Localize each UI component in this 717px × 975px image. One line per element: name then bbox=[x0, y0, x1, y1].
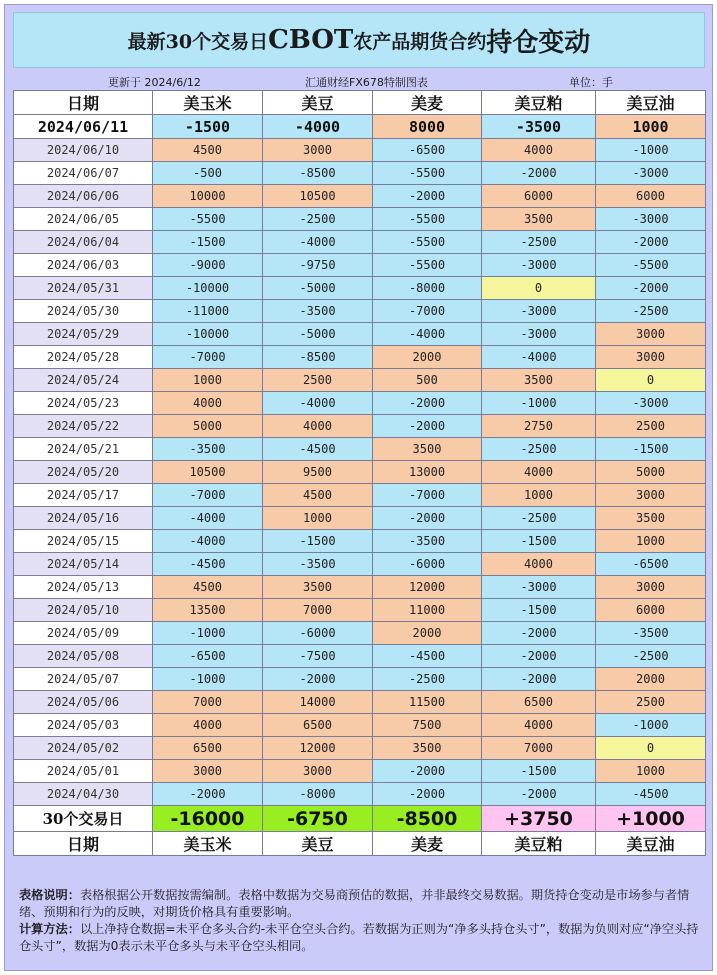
table-row bbox=[14, 507, 706, 530]
value-cell: -9000 bbox=[153, 254, 263, 277]
row-date: 2024/05/09 bbox=[14, 622, 153, 645]
title-part-1: 最新30个交易日 bbox=[127, 30, 269, 53]
value-cell: 3500 bbox=[373, 737, 482, 760]
row-date: 2024/05/31 bbox=[14, 277, 153, 300]
value-cell: 6500 bbox=[153, 737, 263, 760]
header-row bbox=[14, 91, 706, 115]
value-cell: 5000 bbox=[596, 461, 706, 484]
value-cell: -2500 bbox=[482, 231, 596, 254]
value-cell: 2500 bbox=[596, 415, 706, 438]
table-row bbox=[14, 691, 706, 714]
total-value-cell: +1000 bbox=[596, 806, 706, 832]
row-date: 2024/04/30 bbox=[14, 783, 153, 806]
row-date: 2024/06/03 bbox=[14, 254, 153, 277]
value-cell: 3000 bbox=[263, 139, 373, 162]
value-cell: 12000 bbox=[263, 737, 373, 760]
value-cell: -2000 bbox=[482, 783, 596, 806]
value-cell: -2000 bbox=[596, 231, 706, 254]
row-date: 2024/06/04 bbox=[14, 231, 153, 254]
value-cell: -2000 bbox=[482, 622, 596, 645]
value-cell: 3500 bbox=[373, 438, 482, 461]
value-cell: 7500 bbox=[373, 714, 482, 737]
value-cell: -3500 bbox=[153, 438, 263, 461]
value-cell: -5500 bbox=[153, 208, 263, 231]
row-date: 2024/05/30 bbox=[14, 300, 153, 323]
value-cell: 9500 bbox=[263, 461, 373, 484]
value-cell: 3500 bbox=[482, 369, 596, 392]
total-value-cell: +3750 bbox=[482, 806, 596, 832]
value-cell: -3000 bbox=[596, 208, 706, 231]
value-cell: -7000 bbox=[373, 484, 482, 507]
value-cell: -6500 bbox=[596, 553, 706, 576]
value-cell: 4500 bbox=[153, 576, 263, 599]
latest-value-cell: -1500 bbox=[153, 115, 263, 139]
footer-column-label: 日期 bbox=[14, 832, 153, 856]
value-cell: 500 bbox=[373, 369, 482, 392]
latest-date: 2024/06/11 bbox=[14, 115, 153, 139]
totals-label: 30个交易日 bbox=[14, 806, 153, 832]
value-cell: -2000 bbox=[482, 668, 596, 691]
row-date: 2024/05/13 bbox=[14, 576, 153, 599]
value-cell: 11000 bbox=[373, 599, 482, 622]
meta-row bbox=[13, 71, 705, 90]
source-label: 汇通财经FX678特制图表 bbox=[305, 76, 428, 89]
title-banner bbox=[13, 12, 705, 68]
value-cell: 0 bbox=[596, 737, 706, 760]
table-row bbox=[14, 231, 706, 254]
notes-calculation bbox=[19, 921, 701, 955]
row-date: 2024/05/20 bbox=[14, 461, 153, 484]
value-cell: -1000 bbox=[153, 668, 263, 691]
value-cell: 6500 bbox=[482, 691, 596, 714]
value-cell: 6500 bbox=[263, 714, 373, 737]
row-date: 2024/05/03 bbox=[14, 714, 153, 737]
value-cell: -7000 bbox=[153, 484, 263, 507]
table-row bbox=[14, 553, 706, 576]
value-cell: -4000 bbox=[263, 392, 373, 415]
notes-description bbox=[19, 887, 701, 921]
value-cell: -2000 bbox=[373, 760, 482, 783]
value-cell: 4000 bbox=[482, 461, 596, 484]
value-cell: -500 bbox=[153, 162, 263, 185]
table-row bbox=[14, 760, 706, 783]
value-cell: 3500 bbox=[263, 576, 373, 599]
column-header: 美豆 bbox=[263, 91, 373, 115]
value-cell: -1000 bbox=[153, 622, 263, 645]
value-cell: 10000 bbox=[153, 185, 263, 208]
value-cell: 7000 bbox=[153, 691, 263, 714]
column-header: 美麦 bbox=[373, 91, 482, 115]
row-date: 2024/05/10 bbox=[14, 599, 153, 622]
value-cell: -2500 bbox=[482, 507, 596, 530]
value-cell: -3000 bbox=[596, 392, 706, 415]
value-cell: 0 bbox=[596, 369, 706, 392]
footer-column-label: 美豆 bbox=[263, 832, 373, 856]
row-date: 2024/06/10 bbox=[14, 139, 153, 162]
table-row bbox=[14, 346, 706, 369]
table-row bbox=[14, 714, 706, 737]
table-row bbox=[14, 438, 706, 461]
table-row bbox=[14, 162, 706, 185]
value-cell: 3000 bbox=[596, 576, 706, 599]
latest-value-cell: 1000 bbox=[596, 115, 706, 139]
value-cell: 4000 bbox=[482, 714, 596, 737]
value-cell: 1000 bbox=[153, 369, 263, 392]
row-date: 2024/05/23 bbox=[14, 392, 153, 415]
value-cell: -5000 bbox=[263, 323, 373, 346]
value-cell: -8000 bbox=[373, 277, 482, 300]
table-row bbox=[14, 208, 706, 231]
table-row bbox=[14, 369, 706, 392]
value-cell: 1000 bbox=[482, 484, 596, 507]
value-cell: 2000 bbox=[373, 346, 482, 369]
value-cell: -1500 bbox=[263, 530, 373, 553]
value-cell: -8500 bbox=[263, 346, 373, 369]
positions-table bbox=[13, 90, 706, 856]
column-header: 美豆粕 bbox=[482, 91, 596, 115]
row-date: 2024/06/05 bbox=[14, 208, 153, 231]
value-cell: 10500 bbox=[263, 185, 373, 208]
row-date: 2024/05/21 bbox=[14, 438, 153, 461]
value-cell: -2000 bbox=[153, 783, 263, 806]
notes-description-text: 表格根据公开数据按需编制。表格中数据为交易商预估的数据，并非最终交易数据。期货持仓变动是市场参与者情绪、预期和行为的反映，对期货价格具有重要影响。 bbox=[19, 888, 690, 919]
table-row bbox=[14, 139, 706, 162]
value-cell: -3000 bbox=[482, 300, 596, 323]
value-cell: -5500 bbox=[373, 162, 482, 185]
total-value-cell: -8500 bbox=[373, 806, 482, 832]
value-cell: -5500 bbox=[596, 254, 706, 277]
row-date: 2024/05/29 bbox=[14, 323, 153, 346]
value-cell: -2000 bbox=[373, 415, 482, 438]
value-cell: 3500 bbox=[596, 507, 706, 530]
title-part-4: 持仓变动 bbox=[486, 27, 591, 58]
value-cell: 7000 bbox=[263, 599, 373, 622]
row-date: 2024/05/06 bbox=[14, 691, 153, 714]
value-cell: -3500 bbox=[263, 300, 373, 323]
value-cell: -4500 bbox=[153, 553, 263, 576]
table-row bbox=[14, 599, 706, 622]
value-cell: 2750 bbox=[482, 415, 596, 438]
value-cell: -6000 bbox=[263, 622, 373, 645]
value-cell: 2000 bbox=[373, 622, 482, 645]
value-cell: -2500 bbox=[263, 208, 373, 231]
value-cell: -2500 bbox=[482, 438, 596, 461]
value-cell: -5500 bbox=[373, 208, 482, 231]
value-cell: -11000 bbox=[153, 300, 263, 323]
table-row bbox=[14, 622, 706, 645]
value-cell: -3500 bbox=[373, 530, 482, 553]
value-cell: 3000 bbox=[263, 760, 373, 783]
row-date: 2024/05/22 bbox=[14, 415, 153, 438]
table-row bbox=[14, 737, 706, 760]
value-cell: -2000 bbox=[373, 783, 482, 806]
value-cell: -10000 bbox=[153, 277, 263, 300]
table-row bbox=[14, 254, 706, 277]
value-cell: -1500 bbox=[482, 530, 596, 553]
table-row bbox=[14, 277, 706, 300]
footer-header-row bbox=[14, 832, 706, 856]
value-cell: 12000 bbox=[373, 576, 482, 599]
value-cell: -2000 bbox=[373, 392, 482, 415]
totals-row bbox=[14, 806, 706, 832]
value-cell: -1000 bbox=[596, 139, 706, 162]
value-cell: -5000 bbox=[263, 277, 373, 300]
value-cell: -4500 bbox=[263, 438, 373, 461]
table-row bbox=[14, 484, 706, 507]
value-cell: -7000 bbox=[373, 300, 482, 323]
value-cell: -2500 bbox=[373, 668, 482, 691]
value-cell: 6000 bbox=[596, 185, 706, 208]
row-date: 2024/05/01 bbox=[14, 760, 153, 783]
value-cell: -4000 bbox=[153, 530, 263, 553]
value-cell: -6500 bbox=[373, 139, 482, 162]
value-cell: -2500 bbox=[596, 300, 706, 323]
notes-section bbox=[13, 883, 705, 965]
total-value-cell: -6750 bbox=[263, 806, 373, 832]
value-cell: 14000 bbox=[263, 691, 373, 714]
row-date: 2024/05/07 bbox=[14, 668, 153, 691]
value-cell: -8000 bbox=[263, 783, 373, 806]
footer-column-label: 美豆油 bbox=[596, 832, 706, 856]
value-cell: 11500 bbox=[373, 691, 482, 714]
table-row bbox=[14, 415, 706, 438]
latest-value-cell: -4000 bbox=[263, 115, 373, 139]
value-cell: -3000 bbox=[596, 162, 706, 185]
value-cell: -1000 bbox=[596, 714, 706, 737]
value-cell: -5500 bbox=[373, 254, 482, 277]
table-row bbox=[14, 645, 706, 668]
footer-column-label: 美玉米 bbox=[153, 832, 263, 856]
latest-value-cell: -3500 bbox=[482, 115, 596, 139]
value-cell: 1000 bbox=[263, 507, 373, 530]
value-cell: 4000 bbox=[482, 553, 596, 576]
value-cell: 3000 bbox=[596, 323, 706, 346]
column-header: 美豆油 bbox=[596, 91, 706, 115]
positions-table-wrap bbox=[13, 90, 705, 856]
row-date: 2024/05/15 bbox=[14, 530, 153, 553]
value-cell: -4000 bbox=[263, 231, 373, 254]
value-cell: -6000 bbox=[373, 553, 482, 576]
value-cell: -5500 bbox=[373, 231, 482, 254]
value-cell: -7000 bbox=[153, 346, 263, 369]
value-cell: 3000 bbox=[596, 484, 706, 507]
notes-description-label: 表格说明： bbox=[19, 888, 80, 902]
value-cell: 4000 bbox=[482, 139, 596, 162]
row-date: 2024/05/17 bbox=[14, 484, 153, 507]
value-cell: -3500 bbox=[596, 622, 706, 645]
value-cell: -4500 bbox=[596, 783, 706, 806]
notes-calculation-label: 计算方法： bbox=[19, 922, 80, 936]
title-part-3: 农产品期货合约 bbox=[353, 30, 487, 53]
table-row bbox=[14, 461, 706, 484]
row-date: 2024/06/07 bbox=[14, 162, 153, 185]
row-date: 2024/05/08 bbox=[14, 645, 153, 668]
latest-value-cell: 8000 bbox=[373, 115, 482, 139]
value-cell: -2000 bbox=[482, 645, 596, 668]
value-cell: 6000 bbox=[482, 185, 596, 208]
value-cell: 2500 bbox=[263, 369, 373, 392]
value-cell: 13500 bbox=[153, 599, 263, 622]
value-cell: -1500 bbox=[153, 231, 263, 254]
table-row bbox=[14, 530, 706, 553]
total-value-cell: -16000 bbox=[153, 806, 263, 832]
table-row bbox=[14, 300, 706, 323]
title-part-2: CBOT bbox=[268, 25, 354, 55]
updated-date: 更新于 2024/6/12 bbox=[108, 76, 201, 89]
row-date: 2024/05/02 bbox=[14, 737, 153, 760]
table-row bbox=[14, 668, 706, 691]
value-cell: -2000 bbox=[373, 185, 482, 208]
column-header: 美玉米 bbox=[153, 91, 263, 115]
value-cell: 0 bbox=[482, 277, 596, 300]
value-cell: -6500 bbox=[153, 645, 263, 668]
value-cell: -3000 bbox=[482, 576, 596, 599]
value-cell: 6000 bbox=[596, 599, 706, 622]
value-cell: 2000 bbox=[596, 668, 706, 691]
value-cell: 4000 bbox=[153, 714, 263, 737]
value-cell: -3000 bbox=[482, 323, 596, 346]
notes-calculation-text: 以上净持仓数据=未平仓多头合约-未平仓空头合约。若数据为正则为“净多头持仓头寸”，数据为负则对应“净空头持仓头寸”，数据为0表示未平仓多头与未平仓空头相同。 bbox=[19, 922, 699, 953]
row-date: 2024/05/14 bbox=[14, 553, 153, 576]
value-cell: 3500 bbox=[482, 208, 596, 231]
value-cell: -1500 bbox=[596, 438, 706, 461]
value-cell: -7500 bbox=[263, 645, 373, 668]
value-cell: 2500 bbox=[596, 691, 706, 714]
footer-column-label: 美麦 bbox=[373, 832, 482, 856]
value-cell: -2000 bbox=[482, 162, 596, 185]
value-cell: -3000 bbox=[482, 254, 596, 277]
table-row bbox=[14, 323, 706, 346]
value-cell: -10000 bbox=[153, 323, 263, 346]
value-cell: 7000 bbox=[482, 737, 596, 760]
value-cell: -4500 bbox=[373, 645, 482, 668]
value-cell: -1500 bbox=[482, 599, 596, 622]
table-row bbox=[14, 392, 706, 415]
row-date: 2024/05/16 bbox=[14, 507, 153, 530]
row-date: 2024/06/06 bbox=[14, 185, 153, 208]
value-cell: 4500 bbox=[153, 139, 263, 162]
value-cell: 13000 bbox=[373, 461, 482, 484]
value-cell: 4000 bbox=[153, 392, 263, 415]
value-cell: -8500 bbox=[263, 162, 373, 185]
row-date: 2024/05/28 bbox=[14, 346, 153, 369]
value-cell: -1500 bbox=[482, 760, 596, 783]
value-cell: 5000 bbox=[153, 415, 263, 438]
value-cell: -2000 bbox=[596, 277, 706, 300]
table-row bbox=[14, 783, 706, 806]
value-cell: -1000 bbox=[482, 392, 596, 415]
table-row bbox=[14, 576, 706, 599]
value-cell: -3500 bbox=[263, 553, 373, 576]
value-cell: -2500 bbox=[596, 645, 706, 668]
value-cell: -9750 bbox=[263, 254, 373, 277]
value-cell: -4000 bbox=[482, 346, 596, 369]
value-cell: 3000 bbox=[596, 346, 706, 369]
chart-frame bbox=[4, 4, 713, 971]
value-cell: 4500 bbox=[263, 484, 373, 507]
unit-label: 单位：手 bbox=[569, 76, 613, 89]
row-date: 2024/05/24 bbox=[14, 369, 153, 392]
value-cell: -4000 bbox=[373, 323, 482, 346]
latest-row bbox=[14, 115, 706, 139]
value-cell: 3000 bbox=[153, 760, 263, 783]
footer-column-label: 美豆粕 bbox=[482, 832, 596, 856]
table-row bbox=[14, 185, 706, 208]
value-cell: -2000 bbox=[373, 507, 482, 530]
value-cell: 1000 bbox=[596, 760, 706, 783]
value-cell: -2000 bbox=[263, 668, 373, 691]
value-cell: 1000 bbox=[596, 530, 706, 553]
value-cell: 4000 bbox=[263, 415, 373, 438]
column-header: 日期 bbox=[14, 91, 153, 115]
value-cell: -4000 bbox=[153, 507, 263, 530]
value-cell: 10500 bbox=[153, 461, 263, 484]
